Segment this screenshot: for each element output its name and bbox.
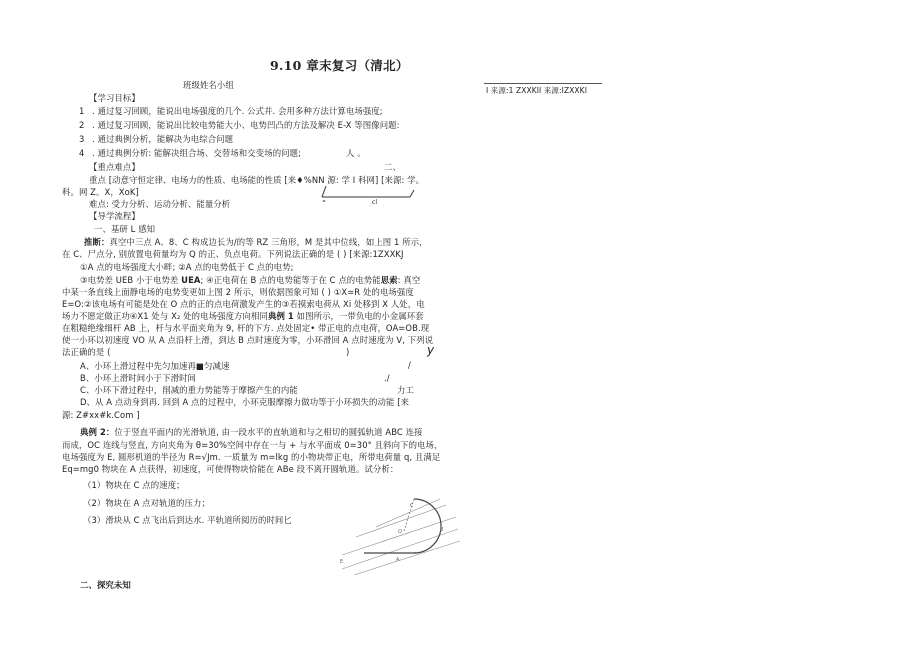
paragraph-line: ①A 点的电场强度大小畔; ②A 点的电势低于 C 点的电势; (80, 262, 294, 272)
goal-text: . 通过典例分析: 能解决组合场、交替场和交变场的问题; (92, 148, 302, 158)
option-a: A、小环上滑过程中先匀加速再■匀减速 (80, 361, 230, 371)
paragraph-line: 中某一条直线上面静电场的电势变更如上图 2 所示，则依据图象可知 ( ) ①X=R 处的电场强度 (62, 287, 414, 297)
label-a: A (396, 557, 400, 563)
question-item: （3）滑块从 C 点飞出后到达水. 平轨道所阅历的时间匕 (83, 515, 292, 525)
inference-label: 推断： (84, 237, 110, 247)
paragraph-line: ③电势差 UEB 小于电势差 UEA; ④正电荷在 B 点的电势能等于在 C 点的电势能思索: 真空 (80, 275, 421, 285)
difficulty-line: 难点: 受力分析、运动分析、能量分析 (89, 199, 231, 209)
goal-text: . 通过复习回顾，能说出比较电势能大小、电势凹凸的方法及解决 E-X 等图像问题: (92, 120, 400, 130)
page-title: 9.10 章末复习（清北） (270, 58, 409, 73)
question-item: （2）物块在 A 点对轨道的压力； (83, 498, 210, 508)
key-heading: 【重点难点】 (89, 162, 140, 172)
option-d-tail: 源: Z#xx#k.Com ] (62, 410, 140, 420)
scan-artifact-y: y (427, 343, 435, 357)
goal-num: 3 (79, 134, 85, 144)
paragraph-line: 在粗糙绝缘细杆 AB 上，杆与水平面夹角为 9, 杆的下方. 点处固定• 带正电的点电荷，OA=OB.现 (62, 323, 430, 333)
option-c: C、小环下滑过程中，削减的重力势能等于摩擦产生的内能 (80, 385, 298, 395)
source-tag: I 来源:1 ZXXKII 来源:IZXXKI (486, 86, 588, 95)
label-b: B (440, 527, 444, 533)
label-c: C (410, 503, 414, 509)
label-e: E (340, 559, 344, 565)
paragraph-line: 推断：真空中三点 A、8、C 构成边长为/的等 RZ 三角形，M 是其中位线，如上图 1 所示， (84, 237, 428, 247)
scan-artifact-quote: “ (322, 199, 326, 208)
source-divider (484, 83, 602, 84)
field-lines (342, 499, 460, 575)
option-b: B、小环上滑时间小于下滑时间 (80, 373, 197, 383)
paragraph-line: 场力不愿定做正功④X1 处与 X₂ 处的电场强度方向相同典例 1 如图所示，一带负电的小金属环套 (62, 311, 424, 321)
section-marker: 二、 (384, 162, 401, 172)
paragraph-line: 典例 2：位于竖直平面内的光滑轨道, 由一段水平的直轨道和与之相切的圆弧轨道 ABC 连接 (80, 427, 423, 437)
paragraph-line: Eq=mg0 物块在 A 点获得，初速度，可使得物块恰能在 ABe 段不离开圆轨道。试分析： (62, 464, 399, 474)
example-1-label: 典例 1 (267, 311, 294, 321)
option-mark: ./ (384, 373, 390, 383)
key-point-line: 科。网 Z。X，XoK] (62, 187, 139, 197)
goal-tail-mark: 人 。 (346, 148, 366, 158)
question-item: （1）物块在 C 点的速度； (83, 480, 185, 490)
paragraph-line: 而成，OC 连线与竖直, 方向夹角为 θ=30%空间中存在一与 + 与水平面成 0=30° 且斜向下的电场， (62, 440, 443, 450)
paragraph-line: 在 C、尸点分, 别放置电荷量均为 Q 的正、负点电荷。下列说法正确的是 ( ) [来源:1ZXXKJ (62, 249, 404, 259)
goal-num: 2 (79, 120, 85, 130)
paragraph-line: 使一小环以初速度 VO 从 A 点沿杆上滑，到达 B 点时速度为零，小环滑回 A 点时速度为 V, 下列说 (62, 335, 434, 345)
paragraph-line: 电场强度为 E, 圆形机道的半径为 R=√Jm. 一质量为 m=lkg 的小物块带正电，所带电荷量 q, 且满足 (62, 452, 441, 462)
option-d: D、从 A 点动身到再. 回到 A 点的过程中，小环克服摩擦力做功等于小环损失的动能 [来 (80, 397, 410, 407)
flow-heading: 【导学流程】 (89, 211, 140, 221)
goal-text: . 通过典例分析，能解决为电综合问题 (92, 134, 234, 144)
goal-text: . 通过复习回顾，能说出电场强度的几个. 公式并. 会用多种方法计算电场强度; (92, 106, 383, 116)
goal-num: 1 (79, 106, 85, 116)
option-mark: 力工 (397, 385, 414, 395)
scan-artifact-cl: cl (372, 199, 378, 206)
think-label: 思索 (380, 275, 398, 285)
goal-num: 4 (79, 148, 85, 158)
key-point-line: 重点 [动意守恒定律、电场力的性质、电场能的性质 [来♦%NN 源: 学 I 科网] [来源: 学。 (89, 175, 425, 185)
label-o: O (398, 529, 402, 535)
option-mark: / (408, 360, 411, 370)
track-field-figure (336, 497, 464, 575)
class-name-group-line: 班级姓名小组 (183, 80, 234, 90)
goals-heading: 【学习目标】 (89, 93, 140, 103)
scan-artifact-line (320, 182, 420, 206)
paragraph-line: 法正确的是 ( (62, 347, 111, 357)
example-2-label: 典例 2： (80, 427, 115, 437)
section-1-heading: 一、基研 L 感知 (94, 224, 156, 234)
paragraph-line: E=O:②该电场有可能是处在 O 点的正的点电荷激发产生的③若摸索电荷从 Xi 处移到 X 人处，电 (62, 299, 425, 309)
arc-track (414, 499, 441, 553)
paragraph-paren: ) (346, 347, 350, 357)
section-2-heading: 二、探究未知 (80, 580, 131, 590)
